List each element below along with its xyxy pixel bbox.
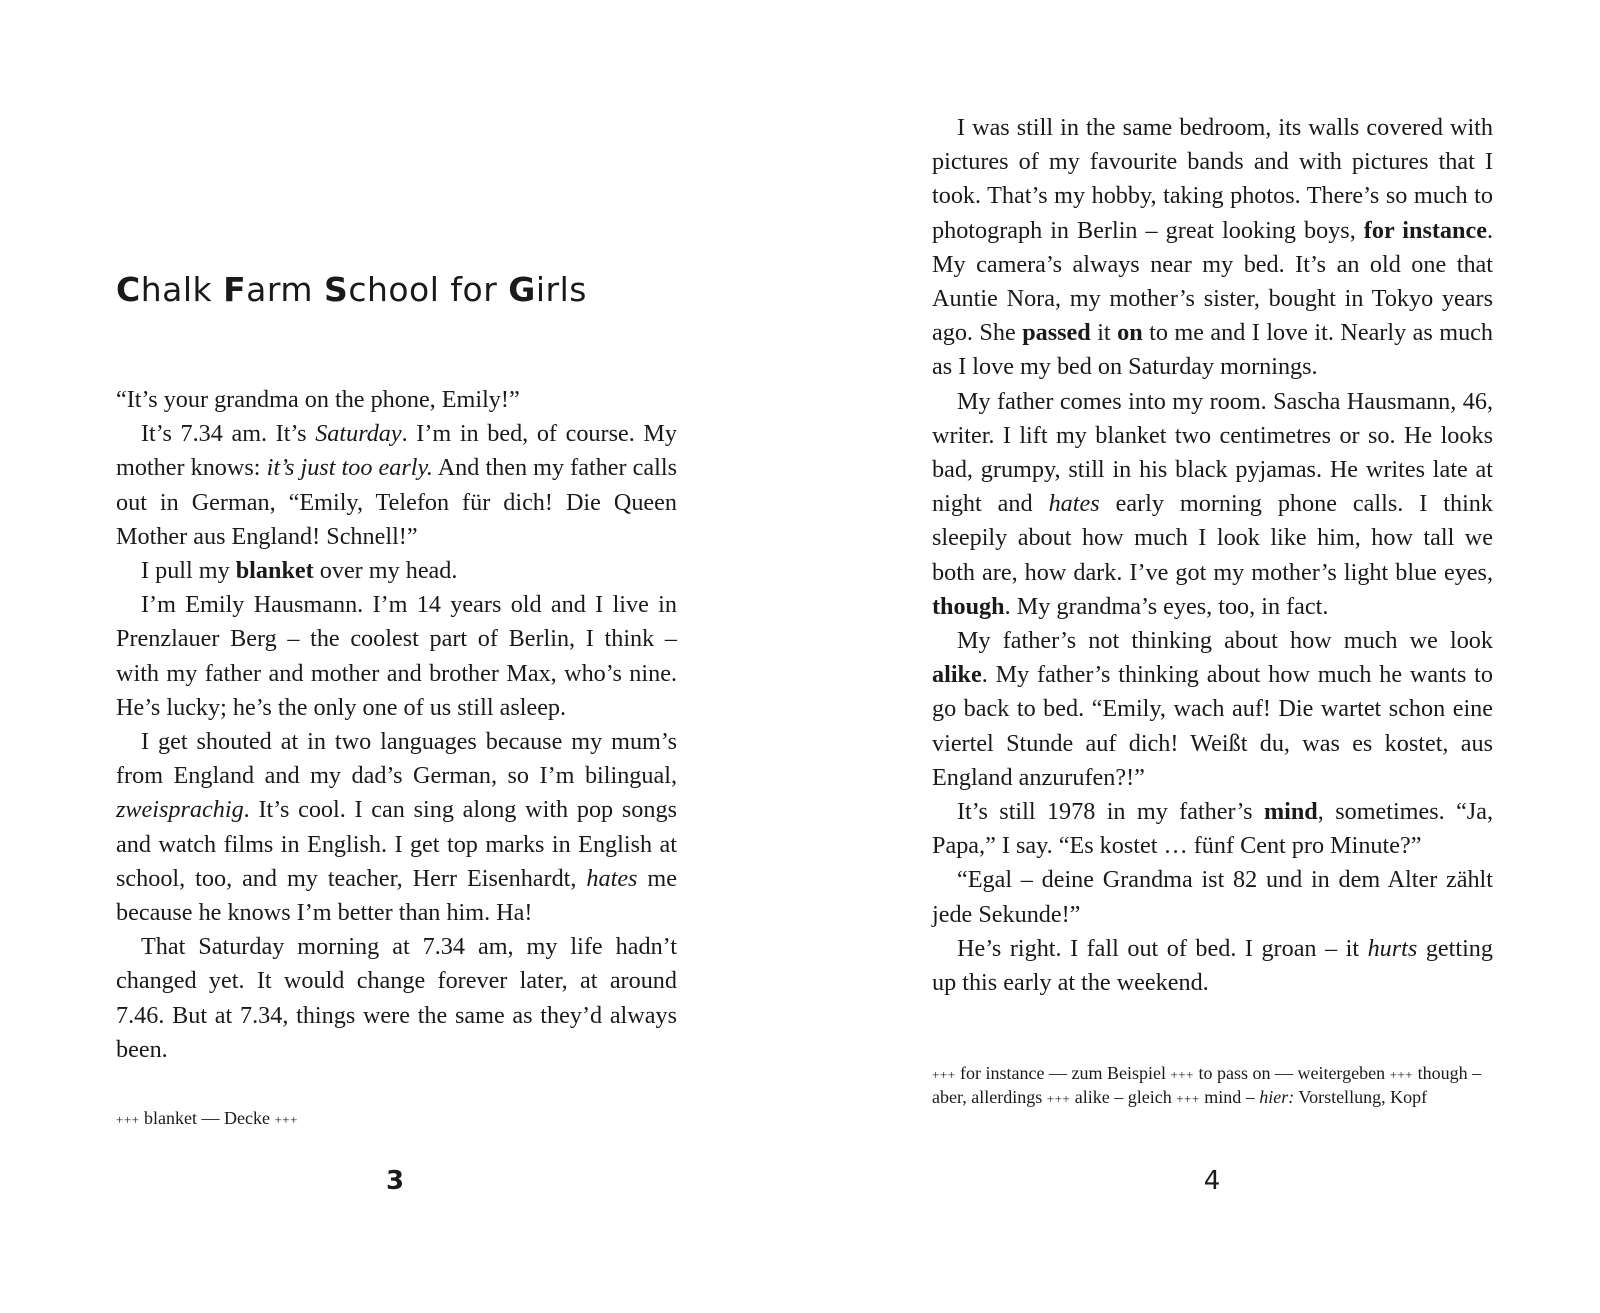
- glossary-footnote: [932, 1062, 1493, 1110]
- paragraph: [116, 725, 677, 930]
- paragraph: “Egal – deine Grandma ist 82 und in dem Alter zählt jede Sekunde!”: [932, 866, 1493, 928]
- chapter-title-text: chool for: [348, 270, 509, 309]
- italic-text: it’s just too early.: [266, 454, 433, 482]
- glossary-entry: blanket — Decke: [139, 1108, 275, 1128]
- italic-text: zweisprachig: [116, 796, 244, 824]
- separator-crosses: +++: [1176, 1091, 1200, 1106]
- paragraph: I’m Emily Hausmann. I’m 14 years old and I live in Prenzlauer Berg – the coolest part of Berlin, I think – with my father and mother and brother Max, who’s nine. He’s lucky; he’s the only one of us still asleep.: [116, 591, 677, 721]
- page-number: 3: [385, 1166, 405, 1196]
- text-run: . My camera’s always near my bed. It’s an old one that Auntie Nora, my mother’s sister, bought in Tokyo years ago. She: [932, 216, 1493, 347]
- chapter-title-text: irls: [535, 270, 587, 309]
- glossary-term: blanket: [235, 557, 314, 585]
- text-run: I was still in the same bedroom, its walls covered with pictures of my favourite bands and with pictures that I took. That’s my hobby, taking photos. There’s so much to photograph in Berlin – great looking boys,: [932, 114, 1493, 244]
- separator-crosses: +++: [1170, 1067, 1194, 1082]
- glossary-term: mind: [1263, 798, 1318, 826]
- paragraph: [116, 417, 677, 554]
- text-run: to me and I love it. Nearly as much as I love my bed on Saturday mornings.: [932, 319, 1493, 381]
- text-run: early morning phone calls. I think sleepily about how much I look like him, how tall we both are, how dark. I’ve got my mother’s light blue eyes,: [932, 490, 1493, 586]
- text-run: It’s 7.34 am. It’s: [141, 420, 316, 448]
- text-run: My father comes into my room. Sascha Hausmann, 46, writer. I lift my blanket two centimetres or so. He looks bad, grumpy, still in his black pyjamas. He writes late at night and: [932, 387, 1493, 518]
- glossary-entry-italic: hier:: [1259, 1087, 1295, 1107]
- glossary-term: for instance: [1363, 216, 1487, 244]
- chapter-title-initial: S: [324, 270, 349, 309]
- glossary-entry: though – aber, allerdings: [932, 1063, 1482, 1107]
- left-body-text: [116, 383, 677, 1067]
- right-body-text: [932, 111, 1493, 1000]
- text-run: It’s still 1978 in my father’s: [957, 798, 1264, 826]
- text-run: I get shouted at in two languages because my mum’s from England and my dad’s German, so I’m bilingual,: [116, 728, 677, 790]
- text-run: . It’s cool. I can sing along with pop songs and watch films in English. I get top marks in English at school, too, and my teacher, Herr Eisenhardt,: [116, 796, 677, 892]
- text-run: My father’s not thinking about how much we look: [957, 627, 1493, 655]
- separator-crosses: +++: [1046, 1091, 1071, 1106]
- text-run: getting up this early at the weekend.: [932, 934, 1493, 997]
- chapter-title: [116, 270, 587, 309]
- text-run: it: [1090, 319, 1118, 347]
- text-run: . I’m in bed, of course. My mother knows:: [116, 420, 677, 482]
- glossary-term: alike: [932, 661, 982, 689]
- glossary-entry: mind –: [1199, 1087, 1260, 1107]
- text-run: . My father’s thinking about how much he wants to go back to bed. “Emily, wach auf! Die wartet schon eine viertel Stunde auf dich! Weißt du, was es kostet, aus England anzurufen?!”: [932, 661, 1493, 791]
- glossary-entry: alike – gleich: [1070, 1087, 1177, 1107]
- paragraph: That Saturday morning at 7.34 am, my life hadn’t changed yet. It would change forever later, at around 7.46. But at 7.34, things were the same as they’d always been.: [116, 933, 677, 1063]
- paragraph: [932, 795, 1493, 863]
- chapter-title-initial: G: [508, 270, 536, 309]
- text-run: I pull my: [141, 557, 236, 585]
- italic-text: hurts: [1367, 934, 1418, 962]
- paragraph: “It’s your grandma on the phone, Emily!”: [116, 386, 520, 413]
- italic-text: hates: [586, 864, 638, 892]
- separator-crosses: +++: [1389, 1067, 1414, 1082]
- text-run: , sometimes. “Ja, Papa,” I say. “Es kostet … fünf Cent pro Minute?”: [932, 798, 1493, 860]
- paragraph: [932, 385, 1493, 624]
- separator-crosses: +++: [274, 1112, 298, 1127]
- paragraph: [116, 554, 677, 588]
- paragraph: [932, 111, 1493, 385]
- text-run: . My grandma’s eyes, too, in fact.: [1004, 592, 1329, 620]
- text-run: And then my father calls out in German, “Emily, Telefon für dich! Die Queen Mother aus England! Schnell!”: [116, 454, 677, 550]
- glossary-footnote: [116, 1107, 677, 1131]
- right-page: [800, 0, 1600, 1313]
- page-number: 4: [1203, 1166, 1221, 1196]
- chapter-title-initial: C: [116, 270, 141, 309]
- italic-text: hates: [1048, 490, 1100, 518]
- text-run: over my head.: [313, 557, 458, 585]
- text-run: He’s right. I fall out of bed. I groan – it: [957, 934, 1368, 962]
- chapter-title-text: arm: [246, 270, 325, 309]
- separator-crosses: +++: [932, 1067, 956, 1082]
- text-run: me because he knows I’m better than him. Ha!: [116, 864, 677, 927]
- paragraph: [932, 932, 1493, 1000]
- chapter-title-text: halk: [140, 270, 224, 309]
- glossary-term: on: [1117, 319, 1143, 347]
- glossary-entry: to pass on — weitergeben: [1193, 1063, 1390, 1083]
- glossary-entry: Vorstellung, Kopf: [1294, 1087, 1428, 1107]
- glossary-entry: for instance — zum Beispiel: [955, 1063, 1171, 1083]
- glossary-term: though: [932, 592, 1005, 620]
- chapter-title-initial: F: [223, 270, 247, 309]
- italic-text: Saturday: [315, 420, 402, 448]
- separator-crosses: +++: [116, 1112, 140, 1127]
- glossary-term: passed: [1022, 319, 1091, 347]
- paragraph: [932, 624, 1493, 795]
